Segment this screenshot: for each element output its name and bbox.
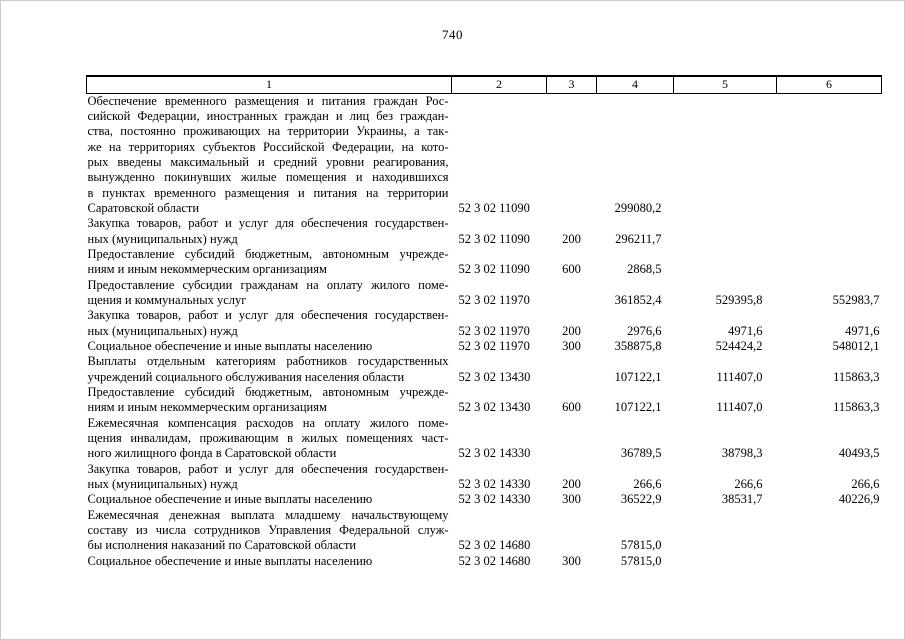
row-name-line: ства, постоянно проживающих на территории Украины, а так- [87,124,449,139]
budget-table [86,75,882,569]
row-code: 52 3 02 14680 [458,553,531,568]
row-name-line: Закупка товаров, работ и услуг для обеспечения государствен- [87,308,449,323]
table-row [87,93,882,216]
row-name-line: ниям и иным некоммерческим организациям [87,400,327,415]
row-name-line: Социальное обеспечение и иные выплаты населению [87,553,373,568]
row-amount-6: 40493,5 [838,446,880,461]
row-name [87,462,452,493]
row-expense-type [547,508,597,554]
row-amount-6: 115863,3 [833,369,880,384]
row-expense-type: 300 [562,553,581,568]
row-amount-6: 115863,3 [833,400,880,415]
row-amount-6: 4971,6 [845,323,880,338]
row-code: 52 3 02 14330 [458,446,531,461]
row-name [87,416,452,462]
row-amount-6: 552983,7 [832,292,880,307]
page-number: 740 [442,27,463,42]
row-amount-4: 107122,1 [614,369,662,384]
row-amount-6 [777,93,882,216]
row-amount-5: 524424,2 [715,339,763,353]
row-amount-5: 38798,3 [721,446,763,461]
header-col-1: 1 [87,76,452,93]
row-expense-type [547,278,597,309]
table-row [87,354,882,385]
table-row [87,216,882,247]
row-amount-6 [777,247,882,278]
row-name-line: Обеспечение временного размещения и питания граждан Рос- [87,93,449,108]
row-code: 52 3 02 11970 [458,292,530,307]
row-name-line: Предоставление субсидии гражданам на оплату жилого поме- [87,277,449,292]
row-amount-5: 38531,7 [721,492,763,507]
row-amount-4: 2868,5 [627,262,662,277]
row-name-line: в пунктах временного размещения и питания на территории [87,185,449,200]
row-name-line: ных (муниципальных) нужд [87,323,238,338]
row-code: 52 3 02 14330 [458,492,531,507]
table-row [87,492,882,507]
row-name [87,554,452,569]
row-expense-type: 300 [562,339,581,353]
row-amount-5: 111407,0 [716,400,763,415]
row-amount-4: 2976,6 [627,323,662,338]
table-row [87,462,882,493]
row-amount-6: 548012,1 [832,339,880,353]
row-name-line: ных (муниципальных) нужд [87,231,238,246]
table-row [87,554,882,569]
row-name-line: Выплаты отдельным категориям работников государственных [87,354,449,369]
table-row [87,416,882,462]
table-row [87,308,882,339]
row-name-line: сийской Федерации, иностранных граждан и лиц без граждан- [87,108,449,123]
row-code: 52 3 02 14680 [458,538,531,553]
row-expense-type: 200 [562,477,581,492]
row-amount-4: 36789,5 [620,446,662,461]
row-name [87,385,452,416]
row-code: 52 3 02 11090 [458,262,530,277]
row-amount-5 [674,93,777,216]
row-name-line: составу из числа сотрудников Управления Федеральной служ- [87,523,449,538]
row-amount-5 [674,247,777,278]
row-expense-type [547,416,597,462]
row-amount-4: 266,6 [633,477,662,492]
header-col-2: 2 [452,76,547,93]
table-header-row [87,76,882,93]
row-amount-6: 266,6 [851,477,880,492]
table-row [87,278,882,309]
row-amount-4: 361852,4 [614,292,662,307]
table-row [87,247,882,278]
row-name-line: учреждений социального обслуживания населения области [87,369,405,384]
row-code: 52 3 02 13430 [458,369,531,384]
row-name-line: Ежемесячная компенсация расходов на оплату жилого поме- [87,415,449,430]
row-amount-4: 107122,1 [614,400,662,415]
table-row [87,385,882,416]
row-amount-4: 358875,8 [614,339,662,353]
row-amount-4: 36522,9 [620,492,662,507]
row-name-line: щения инвалидам, проживающим в жилых помещениях част- [87,431,449,446]
header-col-5: 5 [674,76,777,93]
table-row [87,508,882,554]
row-code: 52 3 02 11970 [458,323,530,338]
row-name-line: Социальное обеспечение и иные выплаты населению [87,339,373,353]
row-amount-5 [674,508,777,554]
row-name [87,508,452,554]
row-code: 52 3 02 11970 [458,339,530,353]
row-amount-5: 266,6 [734,477,763,492]
row-amount-5: 529395,8 [715,292,763,307]
row-name [87,354,452,385]
row-code: 52 3 02 14330 [458,477,531,492]
row-amount-5: 111407,0 [716,369,763,384]
row-name-line: Предоставление субсидий бюджетным, автономным учрежде- [87,385,449,400]
header-col-6: 6 [777,76,882,93]
row-name-line: Социальное обеспечение и иные выплаты населению [87,492,373,507]
row-name-line: Закупка товаров, работ и услуг для обеспечения государствен- [87,461,449,476]
table-row [87,339,882,354]
row-name-line: Предоставление субсидий бюджетным, автономным учрежде- [87,246,449,261]
table-body [87,93,882,569]
row-expense-type: 600 [562,400,581,415]
row-name-line: же на территориях субъектов Российской Федерации, на кото- [87,139,449,154]
row-code: 52 3 02 13430 [458,400,531,415]
row-expense-type [547,354,597,385]
row-name-line: щения и коммунальных услуг [87,292,247,307]
row-name-line: бы исполнения наказаний по Саратовской области [87,538,357,553]
row-name [87,247,452,278]
row-amount-5: 4971,6 [728,323,763,338]
row-code: 52 3 02 11090 [458,200,530,215]
row-expense-type [547,93,597,216]
row-name-line: Закупка товаров, работ и услуг для обеспечения государствен- [87,216,449,231]
row-name-line: ных (муниципальных) нужд [87,477,238,492]
row-amount-5 [674,216,777,247]
row-name [87,278,452,309]
row-code: 52 3 02 11090 [458,231,530,246]
row-expense-type: 300 [562,492,581,507]
header-col-3: 3 [547,76,597,93]
row-name [87,339,452,354]
row-amount-5 [674,554,777,569]
row-name [87,93,452,216]
table-header [87,76,882,93]
row-name-line: ниям и иным некоммерческим организациям [87,262,327,277]
row-amount-6 [777,554,882,569]
row-amount-4: 299080,2 [614,200,662,215]
header-col-4: 4 [597,76,674,93]
row-expense-type: 600 [562,262,581,277]
row-amount-6: 40226,9 [838,492,880,507]
row-amount-4: 296211,7 [615,231,662,246]
row-name-line: рых введены максимальный и средний уровни реагирования, [87,154,449,169]
row-amount-6 [777,508,882,554]
row-name-line: Ежемесячная денежная выплата младшему начальствующему [87,507,449,522]
row-name [87,216,452,247]
row-name-line: Саратовской области [87,200,200,215]
row-expense-type: 200 [562,323,581,338]
row-name [87,308,452,339]
row-name-line: вынужденно покинувших жилые помещения и находившихся [87,170,449,185]
row-amount-6 [777,216,882,247]
row-name-line: ного жилищного фонда в Саратовской области [87,446,337,461]
row-expense-type: 200 [562,231,581,246]
row-amount-4: 57815,0 [620,538,662,553]
row-amount-4: 57815,0 [620,553,662,568]
row-name [87,492,452,507]
